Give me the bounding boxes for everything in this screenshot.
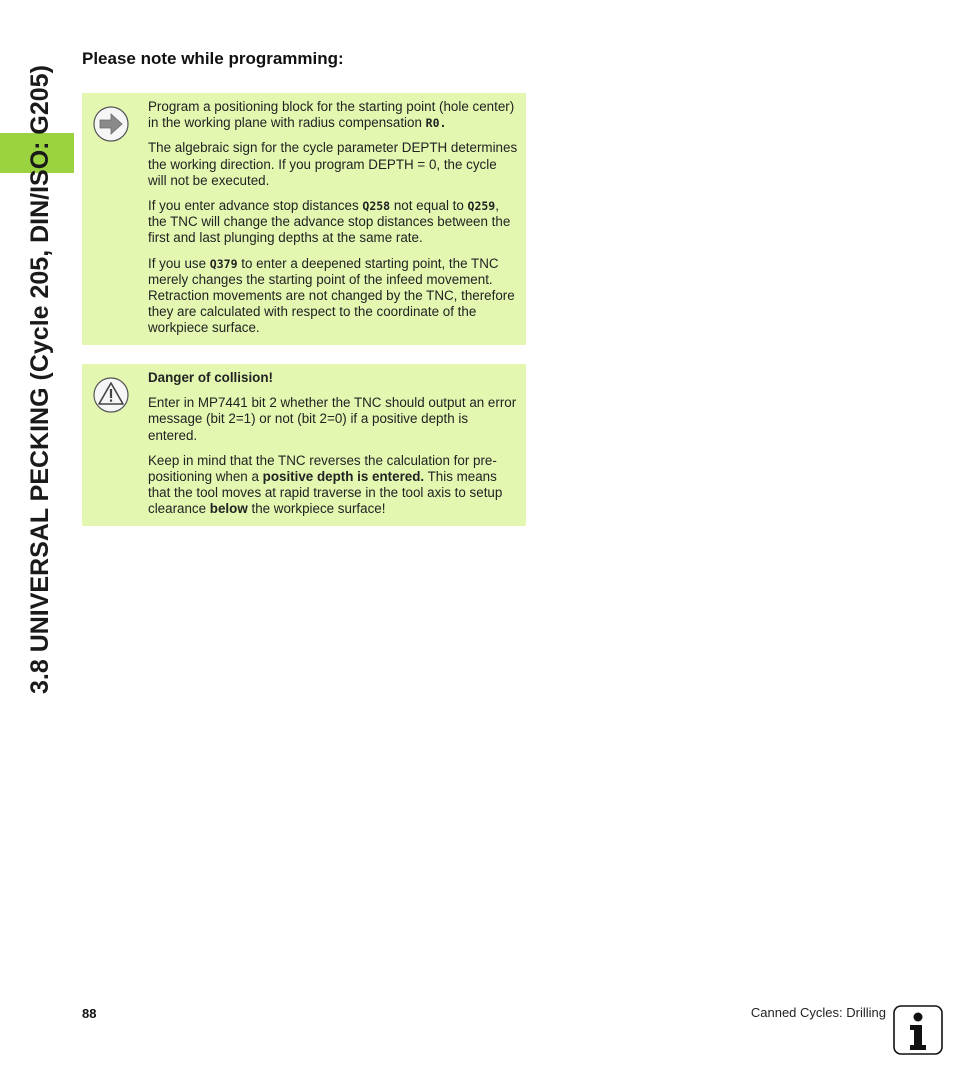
warning-triangle-icon [92,376,130,414]
info-note-box [82,93,526,345]
note-text: If you enter advance stop distances [148,198,363,214]
warning-title: Danger of collision! [148,370,273,385]
note-paragraph: Enter in MP7441 bit 2 whether the TNC should output an error message (bit 2=1) or not (bit 2=0) if a positive depth is entered. [148,395,517,443]
note-text: If you use [148,255,210,271]
arrow-right-icon [92,105,130,143]
note-text: not equal to [390,198,468,214]
warning-note-box [82,364,526,526]
emphasis-text: below [209,501,248,517]
code-q379: Q379 [209,256,238,271]
info-note-text [148,99,518,346]
note-text: , the TNC will change the advance stop distances between the first and last plunging depths at the same rate. [148,198,511,246]
note-text: Keep in mind that the TNC reverses the calculation for pre-positioning when a [148,452,497,485]
warning-note-text [148,370,518,527]
note-text: the workpiece surface! [247,501,386,517]
note-paragraph [148,99,518,131]
note-paragraph [148,453,518,518]
footer-chapter-title: Canned Cycles: Drilling [750,1005,886,1020]
page-heading: Please note while programming: [82,49,344,68]
emphasis-text: positive depth is entered. [262,469,425,485]
code-q258: Q258 [362,199,391,214]
section-title-vertical: 3.8 UNIVERSAL PECKING (Cycle 205, DIN/ISO: G205) [26,65,54,694]
note-paragraph [148,198,518,247]
info-icon [893,1005,943,1055]
page-number: 88 [82,1006,97,1021]
note-paragraph: The algebraic sign for the cycle parameter DEPTH determines the working direction. If you program DEPTH = 0, the cycle will not be executed. [148,140,518,188]
note-paragraph [148,256,518,337]
note-text: This means that the tool moves at rapid traverse in the tool axis to setup clearance [148,469,503,517]
note-text: to enter a deepened starting point, the TNC merely changes the starting point of the infeed movement. Retraction movements are not changed by the TNC, therefore they are calculated with respect to the coordinate of the workpiece surface. [148,255,515,336]
code-r0: R0. [425,116,447,131]
note-text: Program a positioning block for the starting point (hole center) in the working plane with radius compensation [148,99,515,131]
code-q259: Q259 [467,199,496,214]
